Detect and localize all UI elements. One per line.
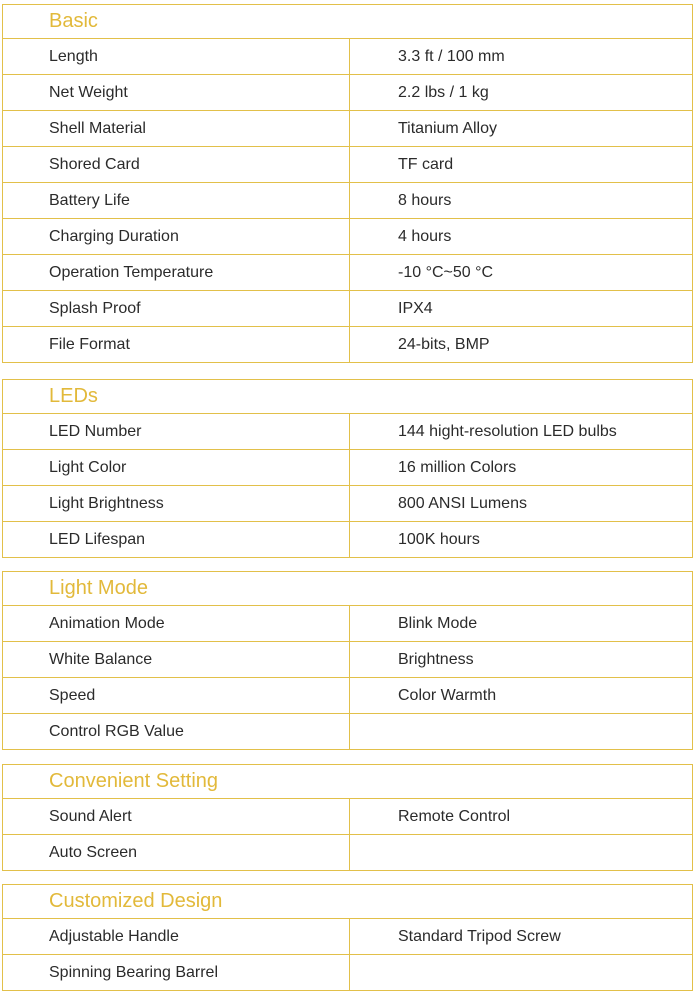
spec-key: Control RGB Value <box>3 714 350 750</box>
spec-key: File Format <box>3 327 350 363</box>
spec-value: 3.3 ft / 100 mm <box>350 39 693 75</box>
spec-key: Operation Temperature <box>3 255 350 291</box>
spec-value <box>350 714 693 750</box>
spec-table-light-mode <box>2 571 693 750</box>
spec-key: Speed <box>3 678 350 714</box>
table-row <box>3 183 693 219</box>
spec-key: LED Lifespan <box>3 522 350 558</box>
table-row <box>3 799 693 835</box>
table-row <box>3 39 693 75</box>
table-row <box>3 522 693 558</box>
spec-key: Sound Alert <box>3 799 350 835</box>
table-row <box>3 642 693 678</box>
table-row <box>3 327 693 363</box>
table-row <box>3 714 693 750</box>
section-title: Light Mode <box>3 572 693 606</box>
spec-key: Spinning Bearing Barrel <box>3 955 350 991</box>
table-row <box>3 75 693 111</box>
spec-value: Standard Tripod Screw <box>350 919 693 955</box>
spec-value: 8 hours <box>350 183 693 219</box>
spec-value: 24-bits, BMP <box>350 327 693 363</box>
table-row <box>3 147 693 183</box>
table-row <box>3 291 693 327</box>
spec-value: Brightness <box>350 642 693 678</box>
spec-key: LED Number <box>3 414 350 450</box>
spec-key: Shell Material <box>3 111 350 147</box>
spec-value: Remote Control <box>350 799 693 835</box>
spec-value: 2.2 lbs / 1 kg <box>350 75 693 111</box>
spec-key: Animation Mode <box>3 606 350 642</box>
spec-value <box>350 955 693 991</box>
spec-value: 100K hours <box>350 522 693 558</box>
table-row <box>3 919 693 955</box>
spec-key: Net Weight <box>3 75 350 111</box>
spec-table-basic <box>2 4 693 363</box>
section-header <box>3 765 693 799</box>
section-title: Convenient Setting <box>3 765 693 799</box>
spec-value: -10 °C~50 °C <box>350 255 693 291</box>
table-row <box>3 486 693 522</box>
section-header <box>3 380 693 414</box>
table-row <box>3 255 693 291</box>
section-title: Basic <box>3 5 693 39</box>
spec-value <box>350 835 693 871</box>
spec-key: Adjustable Handle <box>3 919 350 955</box>
table-row <box>3 606 693 642</box>
spec-key: Auto Screen <box>3 835 350 871</box>
spec-key: Shored Card <box>3 147 350 183</box>
spec-table-convenient-setting <box>2 764 693 871</box>
table-row <box>3 111 693 147</box>
spec-table-customized-design <box>2 884 693 991</box>
table-row <box>3 414 693 450</box>
section-header <box>3 885 693 919</box>
spec-value: TF card <box>350 147 693 183</box>
section-title: Customized Design <box>3 885 693 919</box>
table-row <box>3 835 693 871</box>
spec-value: 16 million Colors <box>350 450 693 486</box>
spec-value: 800 ANSI Lumens <box>350 486 693 522</box>
spec-key: Light Color <box>3 450 350 486</box>
table-row <box>3 678 693 714</box>
spec-key: Splash Proof <box>3 291 350 327</box>
table-row <box>3 450 693 486</box>
spec-key: Charging Duration <box>3 219 350 255</box>
spec-value: Color Warmth <box>350 678 693 714</box>
spec-value: 144 hight-resolution LED bulbs <box>350 414 693 450</box>
spec-value: Titanium Alloy <box>350 111 693 147</box>
spec-value: IPX4 <box>350 291 693 327</box>
section-title: LEDs <box>3 380 693 414</box>
table-row <box>3 219 693 255</box>
spec-key: Battery Life <box>3 183 350 219</box>
spec-value: Blink Mode <box>350 606 693 642</box>
spec-key: Light Brightness <box>3 486 350 522</box>
spec-table-leds <box>2 379 693 558</box>
section-header <box>3 5 693 39</box>
spec-value: 4 hours <box>350 219 693 255</box>
section-header <box>3 572 693 606</box>
table-row <box>3 955 693 991</box>
spec-key: White Balance <box>3 642 350 678</box>
spec-key: Length <box>3 39 350 75</box>
